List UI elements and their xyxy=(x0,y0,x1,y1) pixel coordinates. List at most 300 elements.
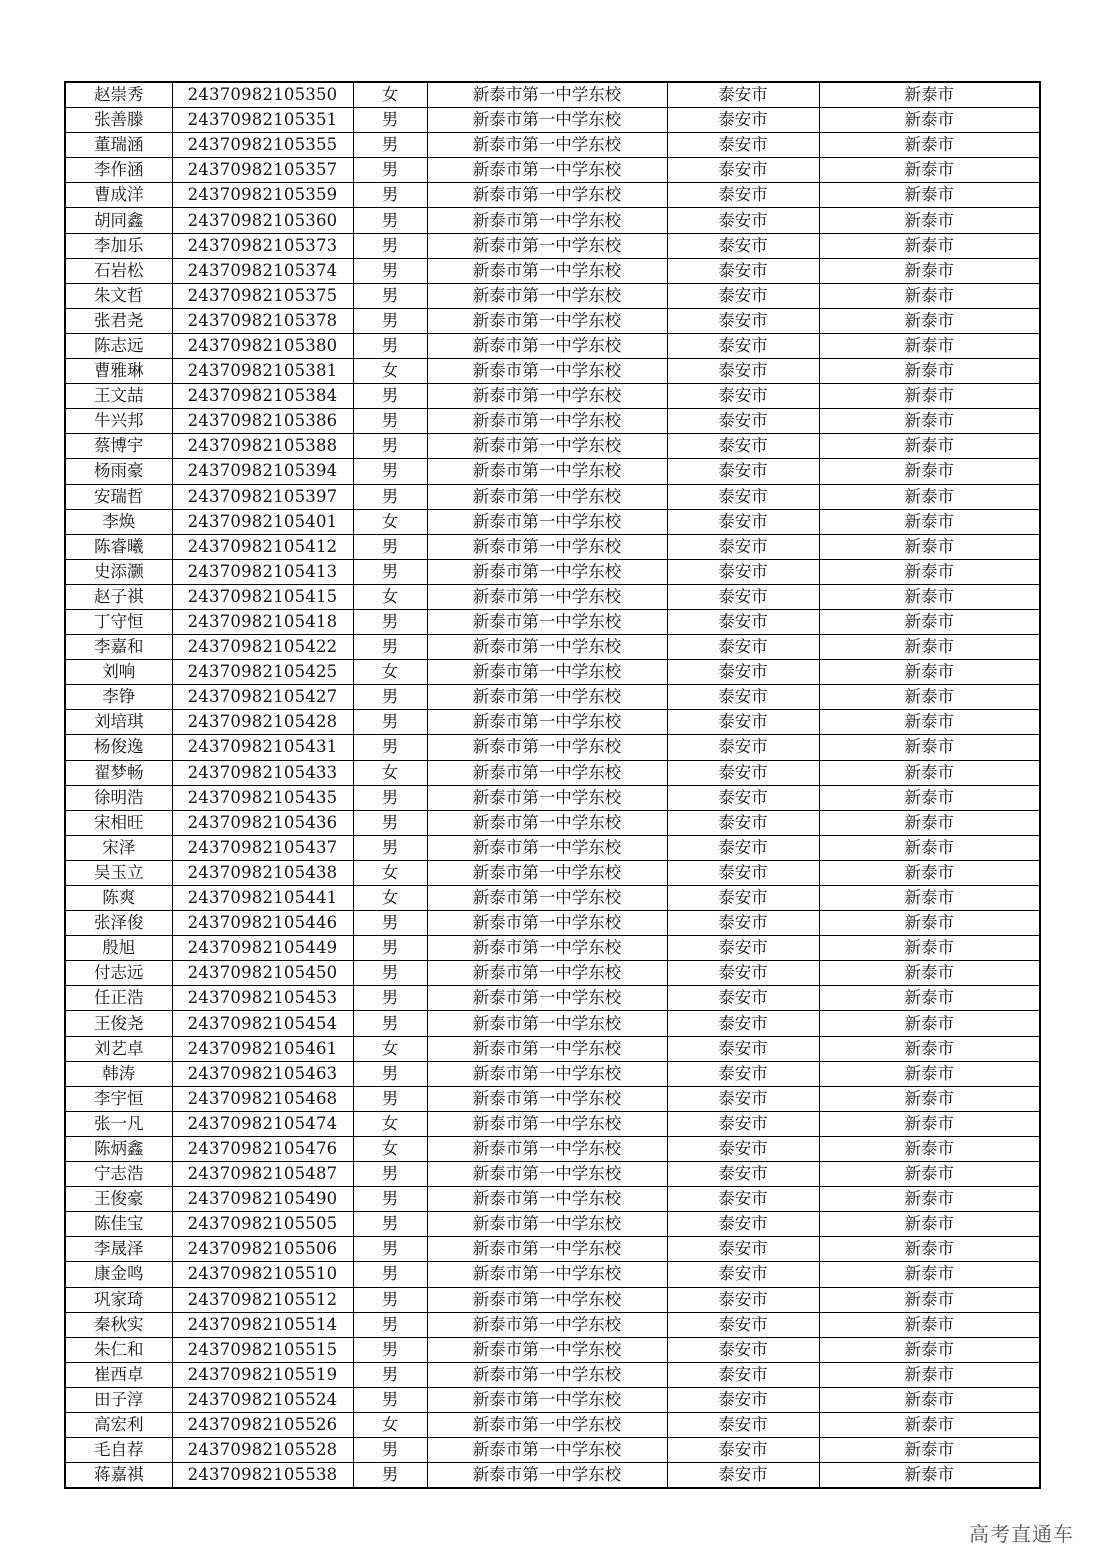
exam-id-cell: 24370982105359 xyxy=(172,183,353,208)
roster-body xyxy=(65,82,1040,1488)
gender-cell: 女 xyxy=(353,886,427,911)
school-cell: 新泰市第一中学东校 xyxy=(427,860,667,885)
name-cell: 曹成洋 xyxy=(65,183,172,208)
school-cell: 新泰市第一中学东校 xyxy=(427,509,667,534)
gender-cell: 男 xyxy=(353,911,427,936)
city-cell: 泰安市 xyxy=(667,1362,819,1387)
name-cell: 张善滕 xyxy=(65,108,172,133)
gender-cell: 男 xyxy=(353,1162,427,1187)
gender-cell: 女 xyxy=(353,359,427,384)
exam-id-cell: 24370982105427 xyxy=(172,685,353,710)
city-cell: 泰安市 xyxy=(667,986,819,1011)
exam-id-cell: 24370982105436 xyxy=(172,810,353,835)
table-row xyxy=(65,1212,1040,1237)
exam-id-cell: 24370982105412 xyxy=(172,534,353,559)
exam-id-cell: 24370982105474 xyxy=(172,1111,353,1136)
table-row xyxy=(65,1136,1040,1161)
city-cell: 泰安市 xyxy=(667,1061,819,1086)
name-cell: 蔡博宇 xyxy=(65,434,172,459)
school-cell: 新泰市第一中学东校 xyxy=(427,82,667,108)
city-cell: 泰安市 xyxy=(667,158,819,183)
name-cell: 丁守恒 xyxy=(65,609,172,634)
name-cell: 李嘉和 xyxy=(65,635,172,660)
county-cell: 新泰市 xyxy=(819,635,1040,660)
city-cell: 泰安市 xyxy=(667,108,819,133)
county-cell: 新泰市 xyxy=(819,936,1040,961)
gender-cell: 男 xyxy=(353,133,427,158)
table-row xyxy=(65,133,1040,158)
table-row xyxy=(65,559,1040,584)
name-cell: 王俊尧 xyxy=(65,1011,172,1036)
county-cell: 新泰市 xyxy=(819,685,1040,710)
name-cell: 徐明浩 xyxy=(65,785,172,810)
exam-id-cell: 24370982105512 xyxy=(172,1287,353,1312)
county-cell: 新泰市 xyxy=(819,82,1040,108)
exam-id-cell: 24370982105351 xyxy=(172,108,353,133)
table-row xyxy=(65,609,1040,634)
gender-cell: 男 xyxy=(353,258,427,283)
name-cell: 张泽俊 xyxy=(65,911,172,936)
school-cell: 新泰市第一中学东校 xyxy=(427,359,667,384)
county-cell: 新泰市 xyxy=(819,1011,1040,1036)
school-cell: 新泰市第一中学东校 xyxy=(427,1337,667,1362)
name-cell: 康金鸣 xyxy=(65,1262,172,1287)
table-row xyxy=(65,258,1040,283)
school-cell: 新泰市第一中学东校 xyxy=(427,1111,667,1136)
city-cell: 泰安市 xyxy=(667,1111,819,1136)
county-cell: 新泰市 xyxy=(819,1287,1040,1312)
table-row xyxy=(65,1312,1040,1337)
gender-cell: 男 xyxy=(353,986,427,1011)
city-cell: 泰安市 xyxy=(667,133,819,158)
county-cell: 新泰市 xyxy=(819,860,1040,885)
gender-cell: 男 xyxy=(353,409,427,434)
school-cell: 新泰市第一中学东校 xyxy=(427,409,667,434)
table-row xyxy=(65,158,1040,183)
school-cell: 新泰市第一中学东校 xyxy=(427,1136,667,1161)
name-cell: 朱仁和 xyxy=(65,1337,172,1362)
city-cell: 泰安市 xyxy=(667,258,819,283)
gender-cell: 女 xyxy=(353,660,427,685)
table-row xyxy=(65,710,1040,735)
county-cell: 新泰市 xyxy=(819,158,1040,183)
name-cell: 王俊豪 xyxy=(65,1187,172,1212)
gender-cell: 男 xyxy=(353,1387,427,1412)
city-cell: 泰安市 xyxy=(667,1011,819,1036)
student-roster-table xyxy=(64,81,1041,1489)
city-cell: 泰安市 xyxy=(667,509,819,534)
table-row xyxy=(65,208,1040,233)
school-cell: 新泰市第一中学东校 xyxy=(427,835,667,860)
county-cell: 新泰市 xyxy=(819,208,1040,233)
city-cell: 泰安市 xyxy=(667,635,819,660)
exam-id-cell: 24370982105394 xyxy=(172,459,353,484)
school-cell: 新泰市第一中学东校 xyxy=(427,986,667,1011)
school-cell: 新泰市第一中学东校 xyxy=(427,384,667,409)
table-row xyxy=(65,459,1040,484)
exam-id-cell: 24370982105538 xyxy=(172,1463,353,1489)
county-cell: 新泰市 xyxy=(819,1387,1040,1412)
name-cell: 殷旭 xyxy=(65,936,172,961)
exam-id-cell: 24370982105526 xyxy=(172,1412,353,1437)
table-row xyxy=(65,1111,1040,1136)
county-cell: 新泰市 xyxy=(819,710,1040,735)
gender-cell: 男 xyxy=(353,108,427,133)
county-cell: 新泰市 xyxy=(819,1312,1040,1337)
school-cell: 新泰市第一中学东校 xyxy=(427,258,667,283)
table-row xyxy=(65,183,1040,208)
school-cell: 新泰市第一中学东校 xyxy=(427,911,667,936)
exam-id-cell: 24370982105468 xyxy=(172,1086,353,1111)
table-row xyxy=(65,1237,1040,1262)
city-cell: 泰安市 xyxy=(667,534,819,559)
exam-id-cell: 24370982105449 xyxy=(172,936,353,961)
school-cell: 新泰市第一中学东校 xyxy=(427,559,667,584)
gender-cell: 男 xyxy=(353,459,427,484)
county-cell: 新泰市 xyxy=(819,1237,1040,1262)
table-row xyxy=(65,810,1040,835)
county-cell: 新泰市 xyxy=(819,1262,1040,1287)
gender-cell: 男 xyxy=(353,685,427,710)
name-cell: 李宇恒 xyxy=(65,1086,172,1111)
county-cell: 新泰市 xyxy=(819,459,1040,484)
city-cell: 泰安市 xyxy=(667,308,819,333)
table-row xyxy=(65,1086,1040,1111)
name-cell: 张一凡 xyxy=(65,1111,172,1136)
exam-id-cell: 24370982105401 xyxy=(172,509,353,534)
gender-cell: 男 xyxy=(353,233,427,258)
city-cell: 泰安市 xyxy=(667,82,819,108)
county-cell: 新泰市 xyxy=(819,308,1040,333)
gender-cell: 男 xyxy=(353,534,427,559)
county-cell: 新泰市 xyxy=(819,1337,1040,1362)
gender-cell: 男 xyxy=(353,936,427,961)
county-cell: 新泰市 xyxy=(819,735,1040,760)
school-cell: 新泰市第一中学东校 xyxy=(427,308,667,333)
exam-id-cell: 24370982105450 xyxy=(172,961,353,986)
city-cell: 泰安市 xyxy=(667,1212,819,1237)
table-row xyxy=(65,886,1040,911)
school-cell: 新泰市第一中学东校 xyxy=(427,1086,667,1111)
exam-id-cell: 24370982105437 xyxy=(172,835,353,860)
city-cell: 泰安市 xyxy=(667,1438,819,1463)
city-cell: 泰安市 xyxy=(667,1187,819,1212)
gender-cell: 女 xyxy=(353,1111,427,1136)
name-cell: 韩涛 xyxy=(65,1061,172,1086)
gender-cell: 男 xyxy=(353,1061,427,1086)
exam-id-cell: 24370982105487 xyxy=(172,1162,353,1187)
gender-cell: 男 xyxy=(353,1312,427,1337)
gender-cell: 男 xyxy=(353,1237,427,1262)
table-row xyxy=(65,1337,1040,1362)
city-cell: 泰安市 xyxy=(667,1086,819,1111)
name-cell: 付志远 xyxy=(65,961,172,986)
table-row xyxy=(65,986,1040,1011)
name-cell: 石岩松 xyxy=(65,258,172,283)
school-cell: 新泰市第一中学东校 xyxy=(427,1162,667,1187)
exam-id-cell: 24370982105428 xyxy=(172,710,353,735)
exam-id-cell: 24370982105463 xyxy=(172,1061,353,1086)
gender-cell: 女 xyxy=(353,1136,427,1161)
exam-id-cell: 24370982105422 xyxy=(172,635,353,660)
county-cell: 新泰市 xyxy=(819,986,1040,1011)
name-cell: 牛兴邦 xyxy=(65,409,172,434)
name-cell: 李铮 xyxy=(65,685,172,710)
county-cell: 新泰市 xyxy=(819,509,1040,534)
table-row xyxy=(65,735,1040,760)
name-cell: 胡同鑫 xyxy=(65,208,172,233)
gender-cell: 女 xyxy=(353,82,427,108)
name-cell: 高宏利 xyxy=(65,1412,172,1437)
name-cell: 刘响 xyxy=(65,660,172,685)
city-cell: 泰安市 xyxy=(667,208,819,233)
city-cell: 泰安市 xyxy=(667,660,819,685)
city-cell: 泰安市 xyxy=(667,710,819,735)
gender-cell: 男 xyxy=(353,785,427,810)
table-row xyxy=(65,333,1040,358)
gender-cell: 男 xyxy=(353,1212,427,1237)
table-row xyxy=(65,584,1040,609)
gender-cell: 男 xyxy=(353,559,427,584)
school-cell: 新泰市第一中学东校 xyxy=(427,1262,667,1287)
city-cell: 泰安市 xyxy=(667,911,819,936)
gender-cell: 男 xyxy=(353,1362,427,1387)
name-cell: 宋相旺 xyxy=(65,810,172,835)
school-cell: 新泰市第一中学东校 xyxy=(427,1036,667,1061)
county-cell: 新泰市 xyxy=(819,1438,1040,1463)
county-cell: 新泰市 xyxy=(819,384,1040,409)
school-cell: 新泰市第一中学东校 xyxy=(427,133,667,158)
table-row xyxy=(65,936,1040,961)
county-cell: 新泰市 xyxy=(819,233,1040,258)
gender-cell: 男 xyxy=(353,158,427,183)
school-cell: 新泰市第一中学东校 xyxy=(427,1061,667,1086)
table-row xyxy=(65,1061,1040,1086)
name-cell: 翟梦畅 xyxy=(65,760,172,785)
exam-id-cell: 24370982105446 xyxy=(172,911,353,936)
county-cell: 新泰市 xyxy=(819,810,1040,835)
city-cell: 泰安市 xyxy=(667,1312,819,1337)
table-row xyxy=(65,1387,1040,1412)
exam-id-cell: 24370982105510 xyxy=(172,1262,353,1287)
county-cell: 新泰市 xyxy=(819,258,1040,283)
county-cell: 新泰市 xyxy=(819,559,1040,584)
school-cell: 新泰市第一中学东校 xyxy=(427,233,667,258)
table-row xyxy=(65,1162,1040,1187)
name-cell: 宋泽 xyxy=(65,835,172,860)
city-cell: 泰安市 xyxy=(667,1287,819,1312)
city-cell: 泰安市 xyxy=(667,1237,819,1262)
city-cell: 泰安市 xyxy=(667,183,819,208)
county-cell: 新泰市 xyxy=(819,484,1040,509)
name-cell: 赵子祺 xyxy=(65,584,172,609)
table-row xyxy=(65,961,1040,986)
table-row xyxy=(65,911,1040,936)
city-cell: 泰安市 xyxy=(667,609,819,634)
county-cell: 新泰市 xyxy=(819,1463,1040,1489)
name-cell: 宁志浩 xyxy=(65,1162,172,1187)
exam-id-cell: 24370982105355 xyxy=(172,133,353,158)
table-row xyxy=(65,860,1040,885)
county-cell: 新泰市 xyxy=(819,1086,1040,1111)
school-cell: 新泰市第一中学东校 xyxy=(427,1011,667,1036)
exam-id-cell: 24370982105425 xyxy=(172,660,353,685)
school-cell: 新泰市第一中学东校 xyxy=(427,1438,667,1463)
name-cell: 李晟泽 xyxy=(65,1237,172,1262)
school-cell: 新泰市第一中学东校 xyxy=(427,108,667,133)
table-row xyxy=(65,835,1040,860)
school-cell: 新泰市第一中学东校 xyxy=(427,1287,667,1312)
county-cell: 新泰市 xyxy=(819,1362,1040,1387)
exam-id-cell: 24370982105490 xyxy=(172,1187,353,1212)
city-cell: 泰安市 xyxy=(667,1387,819,1412)
exam-id-cell: 24370982105386 xyxy=(172,409,353,434)
gender-cell: 男 xyxy=(353,384,427,409)
gender-cell: 男 xyxy=(353,283,427,308)
school-cell: 新泰市第一中学东校 xyxy=(427,760,667,785)
city-cell: 泰安市 xyxy=(667,810,819,835)
school-cell: 新泰市第一中学东校 xyxy=(427,1212,667,1237)
city-cell: 泰安市 xyxy=(667,1262,819,1287)
table-row xyxy=(65,785,1040,810)
county-cell: 新泰市 xyxy=(819,1412,1040,1437)
school-cell: 新泰市第一中学东校 xyxy=(427,1412,667,1437)
gender-cell: 女 xyxy=(353,1036,427,1061)
city-cell: 泰安市 xyxy=(667,384,819,409)
gender-cell: 男 xyxy=(353,484,427,509)
school-cell: 新泰市第一中学东校 xyxy=(427,484,667,509)
gender-cell: 男 xyxy=(353,1187,427,1212)
name-cell: 史添灏 xyxy=(65,559,172,584)
exam-id-cell: 24370982105415 xyxy=(172,584,353,609)
exam-id-cell: 24370982105384 xyxy=(172,384,353,409)
city-cell: 泰安市 xyxy=(667,886,819,911)
table-row xyxy=(65,233,1040,258)
county-cell: 新泰市 xyxy=(819,961,1040,986)
county-cell: 新泰市 xyxy=(819,660,1040,685)
exam-id-cell: 24370982105431 xyxy=(172,735,353,760)
city-cell: 泰安市 xyxy=(667,584,819,609)
gender-cell: 女 xyxy=(353,584,427,609)
school-cell: 新泰市第一中学东校 xyxy=(427,1312,667,1337)
table-row xyxy=(65,384,1040,409)
name-cell: 毛自荐 xyxy=(65,1438,172,1463)
school-cell: 新泰市第一中学东校 xyxy=(427,785,667,810)
exam-id-cell: 24370982105397 xyxy=(172,484,353,509)
name-cell: 安瑞哲 xyxy=(65,484,172,509)
city-cell: 泰安市 xyxy=(667,860,819,885)
city-cell: 泰安市 xyxy=(667,484,819,509)
city-cell: 泰安市 xyxy=(667,685,819,710)
school-cell: 新泰市第一中学东校 xyxy=(427,158,667,183)
county-cell: 新泰市 xyxy=(819,133,1040,158)
name-cell: 田子淳 xyxy=(65,1387,172,1412)
table-row xyxy=(65,1287,1040,1312)
school-cell: 新泰市第一中学东校 xyxy=(427,609,667,634)
table-row xyxy=(65,1463,1040,1489)
exam-id-cell: 24370982105438 xyxy=(172,860,353,885)
city-cell: 泰安市 xyxy=(667,459,819,484)
county-cell: 新泰市 xyxy=(819,409,1040,434)
name-cell: 任正浩 xyxy=(65,986,172,1011)
table-row xyxy=(65,108,1040,133)
name-cell: 刘培琪 xyxy=(65,710,172,735)
city-cell: 泰安市 xyxy=(667,1412,819,1437)
table-row xyxy=(65,1036,1040,1061)
school-cell: 新泰市第一中学东校 xyxy=(427,710,667,735)
county-cell: 新泰市 xyxy=(819,1061,1040,1086)
gender-cell: 男 xyxy=(353,961,427,986)
name-cell: 陈佳宝 xyxy=(65,1212,172,1237)
gender-cell: 男 xyxy=(353,635,427,660)
city-cell: 泰安市 xyxy=(667,785,819,810)
name-cell: 李作涵 xyxy=(65,158,172,183)
gender-cell: 男 xyxy=(353,735,427,760)
table-row xyxy=(65,434,1040,459)
gender-cell: 男 xyxy=(353,1463,427,1489)
name-cell: 李焕 xyxy=(65,509,172,534)
exam-id-cell: 24370982105378 xyxy=(172,308,353,333)
exam-id-cell: 24370982105373 xyxy=(172,233,353,258)
name-cell: 刘艺卓 xyxy=(65,1036,172,1061)
county-cell: 新泰市 xyxy=(819,108,1040,133)
exam-id-cell: 24370982105524 xyxy=(172,1387,353,1412)
city-cell: 泰安市 xyxy=(667,559,819,584)
county-cell: 新泰市 xyxy=(819,1212,1040,1237)
county-cell: 新泰市 xyxy=(819,1036,1040,1061)
table-row xyxy=(65,1011,1040,1036)
table-row xyxy=(65,635,1040,660)
table-row xyxy=(65,685,1040,710)
exam-id-cell: 24370982105375 xyxy=(172,283,353,308)
name-cell: 王文喆 xyxy=(65,384,172,409)
county-cell: 新泰市 xyxy=(819,760,1040,785)
school-cell: 新泰市第一中学东校 xyxy=(427,534,667,559)
county-cell: 新泰市 xyxy=(819,1136,1040,1161)
school-cell: 新泰市第一中学东校 xyxy=(427,434,667,459)
table-row xyxy=(65,660,1040,685)
exam-id-cell: 24370982105514 xyxy=(172,1312,353,1337)
name-cell: 陈睿曦 xyxy=(65,534,172,559)
name-cell: 陈炳鑫 xyxy=(65,1136,172,1161)
exam-id-cell: 24370982105505 xyxy=(172,1212,353,1237)
school-cell: 新泰市第一中学东校 xyxy=(427,459,667,484)
table-row xyxy=(65,1412,1040,1437)
exam-id-cell: 24370982105441 xyxy=(172,886,353,911)
exam-id-cell: 24370982105433 xyxy=(172,760,353,785)
gender-cell: 女 xyxy=(353,509,427,534)
school-cell: 新泰市第一中学东校 xyxy=(427,886,667,911)
school-cell: 新泰市第一中学东校 xyxy=(427,735,667,760)
school-cell: 新泰市第一中学东校 xyxy=(427,1187,667,1212)
city-cell: 泰安市 xyxy=(667,1162,819,1187)
exam-id-cell: 24370982105435 xyxy=(172,785,353,810)
city-cell: 泰安市 xyxy=(667,333,819,358)
gender-cell: 男 xyxy=(353,710,427,735)
school-cell: 新泰市第一中学东校 xyxy=(427,1237,667,1262)
name-cell: 陈志远 xyxy=(65,333,172,358)
exam-id-cell: 24370982105476 xyxy=(172,1136,353,1161)
gender-cell: 男 xyxy=(353,609,427,634)
table-row xyxy=(65,760,1040,785)
school-cell: 新泰市第一中学东校 xyxy=(427,283,667,308)
exam-id-cell: 24370982105418 xyxy=(172,609,353,634)
exam-id-cell: 24370982105528 xyxy=(172,1438,353,1463)
county-cell: 新泰市 xyxy=(819,886,1040,911)
school-cell: 新泰市第一中学东校 xyxy=(427,1387,667,1412)
city-cell: 泰安市 xyxy=(667,1337,819,1362)
county-cell: 新泰市 xyxy=(819,534,1040,559)
